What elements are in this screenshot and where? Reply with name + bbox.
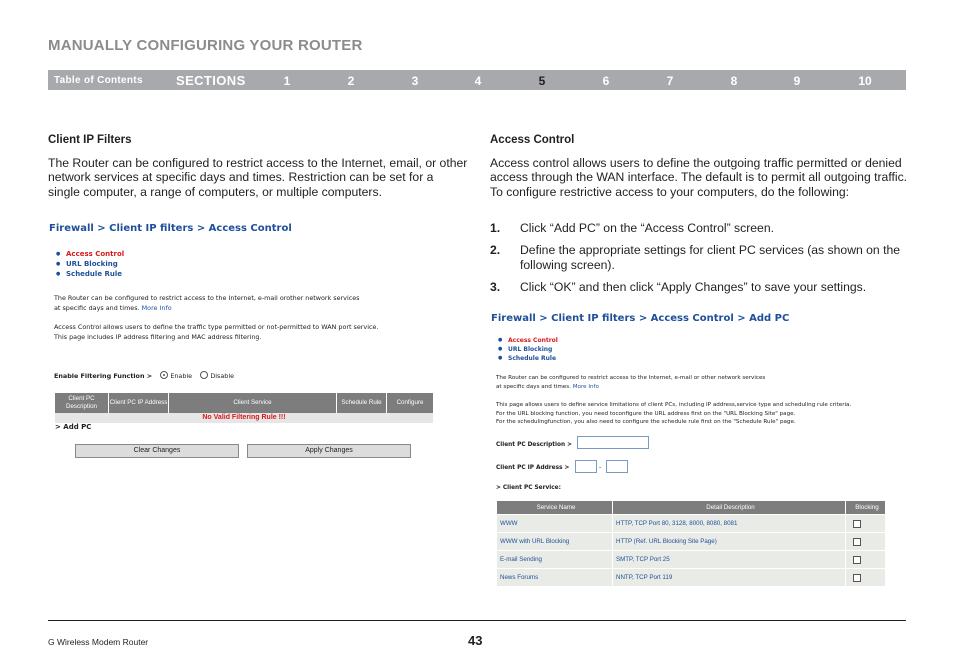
screenshot-breadcrumb: Firewall > Client IP filters > Access Control > Add PC [491, 313, 790, 324]
blocking-checkbox[interactable] [853, 556, 861, 564]
column-schedule-rule: Schedule Rule [337, 393, 387, 413]
step-number: 2. [490, 243, 501, 258]
page-title: MANUALLY CONFIGURING YOUR ROUTER [48, 37, 363, 54]
description-line-2: For the URL blocking function, you need toconfigure the URL address first on the "URL Blocking Site" page. [496, 410, 796, 417]
enable-radio-label: Enable [170, 372, 193, 380]
screenshot-description-text [54, 322, 378, 342]
step-text: Click “OK” and then click “Apply Changes” to save your settings. [520, 279, 867, 294]
screenshot-menu [497, 336, 558, 363]
blocking-cell [846, 515, 885, 532]
table-row [497, 533, 885, 551]
client-pc-description-input[interactable] [577, 436, 649, 449]
intro-line-2 [54, 303, 360, 313]
column-client-pc-ip: Client PC IP Address [109, 393, 169, 413]
menu-item-url-blocking[interactable]: ● URL Blocking [497, 345, 558, 354]
column-client-pc-description: Client PC Description [55, 393, 109, 413]
intro-line-2-text: at specific days and times. [496, 384, 573, 390]
service-detail: NNTP, TCP Port 119 [613, 569, 846, 586]
page-number: 43 [468, 633, 483, 648]
section-link-9[interactable]: 9 [793, 74, 801, 88]
clear-changes-button[interactable]: Clear Changes [75, 444, 239, 458]
section-link-4[interactable]: 4 [474, 74, 482, 88]
no-filtering-rule-message: No Valid Filtering Rule !!! [55, 413, 433, 423]
description-line-1: Access Control allows users to define the traffic type permitted or not-permitted to WAN port service. [54, 323, 379, 331]
step-number: 3. [490, 279, 501, 294]
more-info-link[interactable]: More Info [572, 384, 599, 390]
client-pc-service-table [497, 501, 885, 587]
screenshot-intro-text [54, 293, 360, 313]
footer-divider [48, 620, 906, 621]
client-pc-ip-label: Client PC IP Address > [496, 465, 570, 471]
enable-radio-icon[interactable] [160, 371, 168, 379]
screenshot-description-text [496, 401, 851, 427]
apply-changes-button[interactable]: Apply Changes [247, 444, 411, 458]
section-link-5[interactable]: 5 [538, 74, 546, 88]
intro-line-2-text: at specific days and times. [54, 304, 142, 312]
blocking-checkbox[interactable] [853, 520, 861, 528]
table-of-contents-link[interactable]: Table of Contents [54, 75, 143, 86]
step-item [490, 243, 910, 272]
disable-radio-icon[interactable] [200, 371, 208, 379]
add-pc-link[interactable]: > Add PC [55, 423, 92, 431]
service-name: WWW [497, 515, 613, 532]
ip-range-start-input[interactable] [575, 460, 597, 473]
service-detail: SMTP, TCP Port 25 [613, 551, 846, 568]
description-line-1: This page allows users to define service limitations of client PCs, including IP address,service type and scheduling rule criteria. [496, 402, 852, 408]
menu-item-schedule-rule[interactable]: ● Schedule Rule [497, 354, 558, 363]
blocking-cell [846, 551, 885, 568]
menu-item-url-blocking[interactable]: ● URL Blocking [55, 259, 124, 269]
screenshot-menu [55, 249, 124, 279]
filtering-function-label: Enable Filtering Function > [54, 372, 153, 380]
step-item [490, 221, 910, 235]
client-pc-description-label: Client PC Description > [496, 442, 572, 448]
step-number: 1. [490, 221, 501, 235]
access-control-paragraph: Access control allows users to define the outgoing traffic permitted or denied access through the WAN interface. The default is to permit all outgoing traffic. To configure restrictive access to your computers, do the following: [490, 156, 908, 199]
column-client-service: Client Service [169, 393, 337, 413]
screenshot-intro-text [496, 374, 765, 392]
enable-radio-group[interactable] [160, 372, 192, 380]
section-link-2[interactable]: 2 [347, 74, 355, 88]
service-name: News Forums [497, 569, 613, 586]
column-blocking: Blocking [855, 504, 879, 511]
blocking-cell [846, 533, 885, 550]
service-name: WWW with URL Blocking [497, 533, 613, 550]
ip-range-end-input[interactable] [606, 460, 628, 473]
step-item [490, 280, 910, 294]
section-link-10[interactable]: 10 [858, 74, 872, 88]
table-row [497, 551, 885, 569]
table-row [497, 515, 885, 533]
disable-radio-label: Disable [210, 372, 235, 380]
footer-product-name: G Wireless Modem Router [48, 637, 149, 647]
disable-radio-group[interactable] [200, 372, 234, 380]
table-row [497, 569, 885, 587]
step-text: Define the appropriate settings for client PC services (as shown on the following screen). [520, 243, 901, 272]
blocking-checkbox[interactable] [853, 574, 861, 582]
description-line-3: For the schedulingfunction, you also need to configure the schedule rule first on the "Schedule Rule" page. [496, 419, 796, 425]
steps-list [490, 221, 910, 302]
client-pc-service-label: > Client PC Service: [496, 485, 561, 491]
column-configure: Configure [396, 399, 424, 406]
blocking-checkbox[interactable] [853, 538, 861, 546]
more-info-link[interactable]: More Info [141, 304, 172, 312]
intro-line-1: The Router can be configured to restrict access to the Internet, e-mail orother network services [54, 294, 360, 302]
section-link-3[interactable]: 3 [411, 74, 419, 88]
section-link-7[interactable]: 7 [666, 74, 674, 88]
column-detail-description: Detail Description [613, 501, 846, 514]
ip-range-separator: - [599, 464, 602, 471]
service-detail: HTTP (Ref. URL Blocking Site Page) [613, 533, 846, 550]
menu-item-access-control[interactable]: ● Access Control [497, 336, 558, 345]
section-navbar [48, 70, 906, 90]
blocking-cell [846, 569, 885, 586]
service-detail: HTTP, TCP Port 80, 3128, 8000, 8080, 8081 [613, 515, 846, 532]
intro-line-2 [496, 383, 765, 392]
step-text: Click “Add PC” on the “Access Control” screen. [520, 221, 774, 235]
section-link-8[interactable]: 8 [730, 74, 738, 88]
client-ip-filters-heading: Client IP Filters [48, 134, 132, 146]
section-link-6[interactable]: 6 [602, 74, 610, 88]
menu-item-schedule-rule[interactable]: ● Schedule Rule [55, 269, 124, 279]
client-ip-filters-paragraph: The Router can be configured to restrict access to the Internet, email, or other network services at specific days and times. Restriction can be set for a single computer, a range of computers, or multiple computers. [48, 156, 468, 199]
access-control-screenshot [48, 220, 448, 470]
column-service-name: Service Name [497, 501, 613, 514]
section-link-1[interactable]: 1 [283, 74, 291, 88]
description-line-2: This page includes IP address filtering and MAC address filtering. [54, 333, 262, 341]
sections-label: SECTIONS [176, 73, 246, 88]
service-table-header [497, 501, 885, 515]
screenshot-breadcrumb: Firewall > Client IP filters > Access Control [49, 223, 292, 234]
menu-item-access-control[interactable]: ● Access Control [55, 249, 124, 259]
service-name: E-mail Sending [497, 551, 613, 568]
access-control-heading: Access Control [490, 134, 575, 146]
filter-rules-table-header [55, 393, 433, 413]
filtering-function-row [54, 371, 234, 381]
intro-line-1: The Router can be configured to restrict access to the Internet, e-mail or other network services [496, 375, 766, 381]
